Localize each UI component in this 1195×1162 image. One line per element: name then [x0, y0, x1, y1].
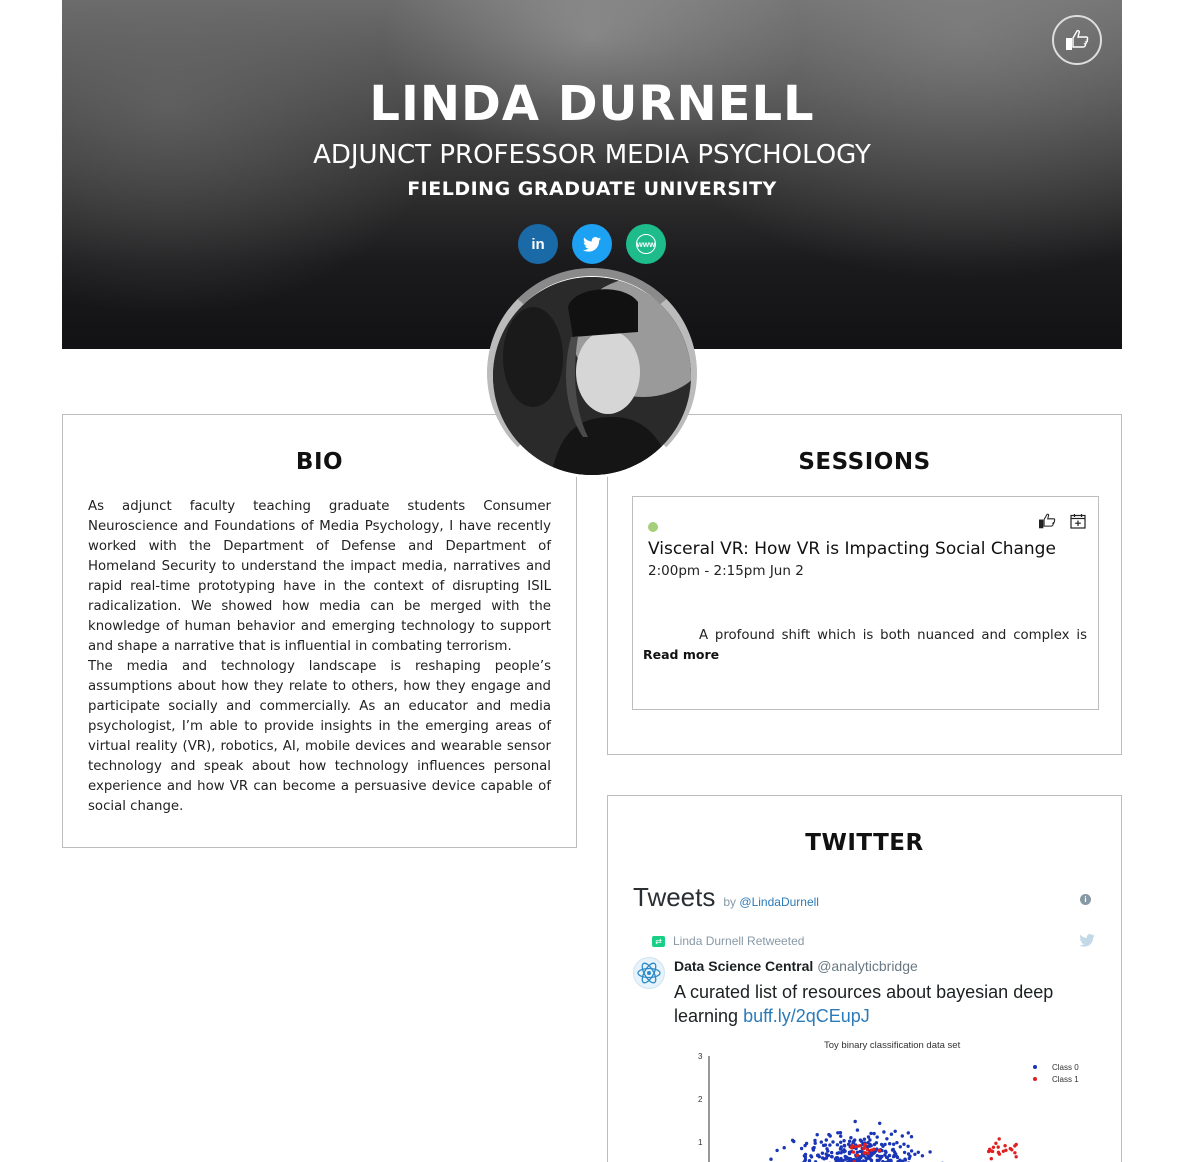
scatter-point: [910, 1149, 913, 1152]
scatter-point: [851, 1144, 854, 1147]
scatter-point: [1010, 1148, 1013, 1151]
scatter-point: [903, 1158, 906, 1161]
info-icon[interactable]: i: [1080, 894, 1091, 905]
scatter-point: [890, 1133, 893, 1136]
scatter-point: [859, 1138, 862, 1141]
scatter-point: [895, 1141, 898, 1144]
scatter-point: [810, 1155, 813, 1158]
tweets-by-label: by: [723, 895, 737, 909]
scatter-point: [901, 1134, 904, 1137]
session-time: 2:00pm - 2:15pm Jun 2: [648, 563, 804, 579]
retweet-label[interactable]: Linda Durnell Retweeted: [673, 934, 805, 948]
scatter-point: [825, 1138, 828, 1141]
website-link[interactable]: [626, 224, 666, 264]
linkedin-link[interactable]: [518, 224, 558, 264]
scatter-point: [863, 1138, 866, 1141]
scatter-point: [884, 1151, 887, 1154]
scatter-point: [856, 1128, 859, 1131]
scatter-point: [857, 1144, 860, 1147]
scatter-point: [917, 1151, 920, 1154]
tweets-label: Tweets: [633, 882, 716, 912]
scatter-point: [882, 1130, 885, 1133]
scatter-point: [804, 1153, 807, 1156]
scatter-point: [837, 1151, 840, 1154]
tweet-text: [674, 980, 1074, 1028]
scatter-point: [928, 1150, 931, 1153]
scatter-point: [880, 1155, 883, 1158]
bio-text: [88, 497, 551, 817]
scatter-point: [843, 1149, 846, 1152]
scatter-point: [842, 1139, 845, 1142]
scatter-point: [830, 1151, 833, 1154]
twitter-link[interactable]: [572, 224, 612, 264]
tweet-author-name[interactable]: Data Science Central: [674, 958, 814, 974]
add-to-calendar-icon[interactable]: [1070, 513, 1086, 529]
linkedin-icon: in: [531, 235, 545, 253]
scatter-point: [921, 1154, 924, 1157]
scatter-point: [811, 1147, 814, 1150]
scatter-point: [848, 1140, 851, 1143]
tweet-author-handle[interactable]: @analyticbridge: [817, 958, 918, 974]
speaker-organization: FIELDING GRADUATE UNIVERSITY: [407, 178, 777, 200]
thumbs-up-icon[interactable]: [1038, 513, 1056, 529]
scatter-point: [769, 1158, 772, 1161]
scatter-point: [792, 1140, 795, 1143]
tweet-body: A curated list of resources about bayesian deep learning: [674, 982, 1054, 1026]
scatter-point: [820, 1140, 823, 1143]
session-actions: [1038, 513, 1086, 529]
twitter-bird-icon[interactable]: [1079, 934, 1095, 947]
session-item[interactable]: [632, 496, 1099, 710]
scatter-point: [836, 1143, 839, 1146]
scatter-point: [990, 1157, 993, 1160]
scatter-point: [845, 1156, 848, 1159]
scatter-point: [863, 1151, 866, 1154]
like-button[interactable]: [1052, 15, 1102, 65]
sessions-card: [607, 414, 1122, 755]
scatter-point: [998, 1137, 1001, 1140]
scatter-point: [839, 1135, 842, 1138]
scatter-point: [852, 1150, 855, 1153]
scatter-point: [873, 1143, 876, 1146]
scatter-point: [910, 1135, 913, 1138]
twitter-bird-icon: [583, 237, 601, 252]
scatter-point: [803, 1144, 806, 1147]
scatter-point: [906, 1145, 909, 1148]
scatter-point: [866, 1148, 869, 1151]
scatter-point: [863, 1144, 866, 1147]
speaker-title: ADJUNCT PROFESSOR MEDIA PSYCHOLOGY: [313, 140, 871, 170]
scatter-point: [867, 1135, 870, 1138]
chart-ytick: 1: [698, 1138, 703, 1147]
scatter-point: [997, 1145, 1000, 1148]
chart-ytick: 2: [698, 1095, 703, 1104]
scatter-point: [843, 1144, 846, 1147]
twitter-card: [607, 795, 1122, 1162]
scatter-point: [885, 1156, 888, 1159]
scatter-point: [1013, 1151, 1016, 1154]
scatter-point: [859, 1155, 862, 1158]
tweet-link[interactable]: buff.ly/2qCEupJ: [743, 1006, 870, 1026]
scatter-point: [869, 1132, 872, 1135]
scatter-point: [825, 1156, 828, 1159]
scatter-point: [907, 1131, 910, 1134]
scatter-point: [868, 1156, 871, 1159]
scatter-point: [867, 1152, 870, 1155]
atom-logo-icon: [636, 960, 662, 986]
scatter-point: [888, 1154, 891, 1157]
scatter-point: [903, 1151, 906, 1154]
scatter-point: [908, 1155, 911, 1158]
scatter-point: [994, 1142, 997, 1145]
scatter-point: [775, 1149, 778, 1152]
scatter-point: [892, 1143, 895, 1146]
sessions-heading: SESSIONS: [798, 449, 931, 475]
scatter-point: [896, 1156, 899, 1159]
scatter-point: [834, 1157, 837, 1160]
scatter-point: [783, 1146, 786, 1149]
scatter-point: [804, 1158, 807, 1161]
scatter-point: [866, 1141, 869, 1144]
scatter-point: [992, 1146, 995, 1149]
scatter-point: [826, 1149, 829, 1152]
speaker-photo-icon: [493, 277, 691, 475]
retweet-icon: ⇄: [652, 936, 665, 947]
bio-paragraph: The media and technology landscape is reshaping people’s assumptions about how they relate to others, how they engage and participate socially and commercially. As an educator and media psychologist, I’m able to provide insights in the emerging areas of virtual reality (VR), robotics, AI, mobile devices and wearable sensor technology and speak about how technology influences personal experience and how VR can become a persuasive device capable of social change.: [88, 659, 551, 814]
scatter-point: [876, 1159, 879, 1162]
bio-heading: BIO: [295, 449, 344, 475]
chart-legend-entry: Class 1: [1052, 1075, 1079, 1084]
globe-www-icon: www: [636, 234, 656, 254]
scatter-point: [997, 1151, 1000, 1154]
scatter-point: [816, 1154, 819, 1157]
scatter-point: [852, 1139, 855, 1142]
tweet-author-avatar[interactable]: [633, 957, 665, 989]
bio-card: [62, 414, 577, 848]
session-status-dot: [648, 522, 658, 532]
retweet-indicator: [652, 934, 804, 948]
scatter-point: [876, 1135, 879, 1138]
scatter-point: [891, 1148, 894, 1151]
chart-ytick: 3: [698, 1052, 703, 1061]
speaker-avatar: [493, 277, 691, 475]
twitter-handle-link[interactable]: @LindaDurnell: [739, 895, 819, 909]
scatter-point: [830, 1155, 833, 1158]
scatter-point: [828, 1143, 831, 1146]
chart-title: Toy binary classification data set: [824, 1040, 961, 1051]
scatter-point: [1015, 1143, 1018, 1146]
scatter-point: [821, 1152, 824, 1155]
bio-paragraph: As adjunct faculty teaching graduate students Consumer Neuroscience and Foundations of Media Psychology, I have recently worked with the Department of Defense and Department of Homeland Security to understand the impact media, narratives and rapid real-time prototyping have in the context of disrupting ISIL radicalization. We showed how media can be merged with the knowledge of human behavior and emerging technology to support and shape a narrative that is influential in combating terrorism.: [88, 499, 551, 654]
social-links: [62, 224, 1122, 264]
tweet-author[interactable]: [674, 958, 918, 974]
tweet-media-chart[interactable]: [674, 1034, 1094, 1162]
twitter-heading: TWITTER: [805, 830, 924, 856]
scatter-point: [1002, 1150, 1005, 1153]
scatter-point: [816, 1133, 819, 1136]
scatter-point: [881, 1145, 884, 1148]
scatter-points: [769, 1120, 1018, 1162]
scatter-point: [876, 1154, 879, 1157]
scatter-point: [854, 1145, 857, 1148]
scatter-point: [878, 1149, 881, 1152]
scatter-point: [800, 1147, 803, 1150]
scatter-point: [913, 1153, 916, 1156]
thumbs-up-icon: [1065, 29, 1089, 51]
scatter-point: [856, 1151, 859, 1154]
session-description: A profound shift which is both nuanced and complex is: [699, 628, 1087, 643]
tweets-header: [633, 882, 819, 913]
scatter-point: [902, 1143, 905, 1146]
scatter-point: [899, 1145, 902, 1148]
scatter-point: [856, 1154, 859, 1157]
scatter-point: [894, 1130, 897, 1133]
scatter-point: [839, 1141, 842, 1144]
scatter-point: [888, 1142, 891, 1145]
scatter-point: [831, 1140, 834, 1143]
scatter-point: [814, 1142, 817, 1145]
scatter-point: [988, 1148, 991, 1151]
scatter-point: [1015, 1155, 1018, 1158]
scatter-point: [848, 1152, 851, 1155]
scatter-point: [894, 1153, 897, 1156]
scatter-point: [825, 1152, 828, 1155]
scatter-point: [872, 1132, 875, 1135]
scatter-point: [878, 1122, 881, 1125]
session-title[interactable]: Visceral VR: How VR is Impacting Social Change: [648, 539, 1056, 559]
scatter-point: [839, 1131, 842, 1134]
chart-legend-entry: Class 0: [1052, 1063, 1079, 1072]
scatter-point: [868, 1145, 871, 1148]
scatter-point: [854, 1120, 857, 1123]
scatter-point: [864, 1156, 867, 1159]
scatter-point: [829, 1134, 832, 1137]
scatter-point: [824, 1143, 827, 1146]
scatter-point: [1003, 1144, 1006, 1147]
scatter-point: [849, 1136, 852, 1139]
scatter-point: [872, 1148, 875, 1151]
scatter-point: [885, 1137, 888, 1140]
read-more-link[interactable]: Read more: [643, 647, 720, 662]
speaker-name: LINDA DURNELL: [369, 76, 815, 132]
